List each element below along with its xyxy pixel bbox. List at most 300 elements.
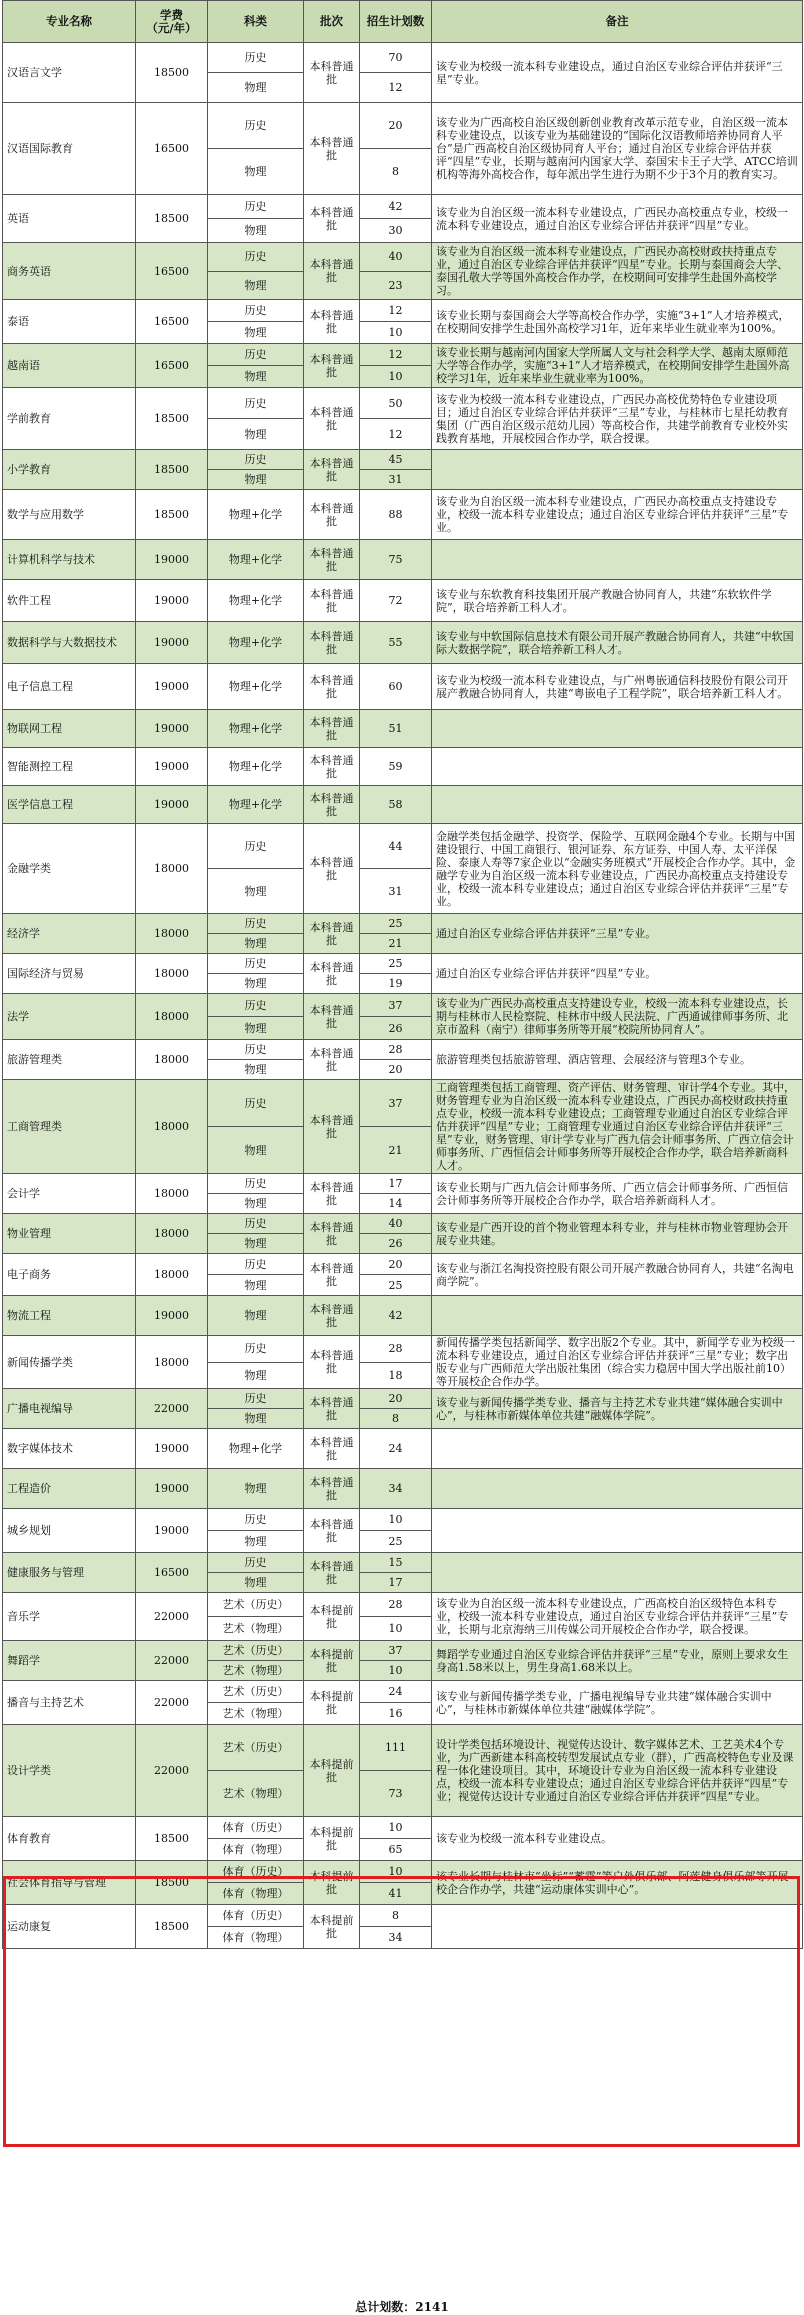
- major-name: 计算机科学与技术: [3, 540, 136, 580]
- major-name: 商务英语: [3, 243, 136, 300]
- note-cell: 通过自治区专业综合评估并获评“三星”专业。: [432, 914, 803, 954]
- subject-cell: 物理+化学: [208, 580, 304, 622]
- subject-cell: 历史: [208, 388, 304, 419]
- subject-cell: 体育（历史）: [208, 1905, 304, 1927]
- major-name: 越南语: [3, 344, 136, 388]
- tuition-cell: 18000: [136, 1254, 208, 1296]
- major-name: 金融学类: [3, 824, 136, 914]
- plan-count-cell: 60: [360, 664, 432, 710]
- major-name: 工程造价: [3, 1469, 136, 1509]
- note-cell: 该专业为广西高校自治区级创新创业教育改革示范专业，自治区级一流本科专业建设点，以该专业为基础建设的“国际化汉语教师培养协同育人平台”是广西高校自治区级协同育人平台；通过自治区专业综合评估并获评“四星”专业，长期与越南河内国家大学、泰国宋卡王子大学、ATCC培训机构等海外高校合作，每年派出学生进行为期不少于3个月的教育实习。: [432, 103, 803, 195]
- major-name: 泰语: [3, 300, 136, 344]
- note-cell: 该专业为广西民办高校重点支持建设专业，校级一流本科专业建设点，长期与桂林市人民检察院、桂林市中级人民法院、广西通诚律师事务所、北京市盈科（南宁）律师事务所等开展“校院所协同育人”。: [432, 994, 803, 1040]
- tuition-cell: 16500: [136, 344, 208, 388]
- table-row: [3, 1214, 803, 1234]
- plan-count-cell: 28: [360, 1040, 432, 1060]
- plan-count-cell: 20: [360, 1060, 432, 1080]
- plan-count-cell: 25: [360, 1275, 432, 1296]
- table-row: [3, 1336, 803, 1363]
- subject-cell: 物理: [208, 1469, 304, 1509]
- tuition-cell: 19000: [136, 786, 208, 824]
- table-row: [3, 1553, 803, 1573]
- batch-cell: 本科提前批: [304, 1817, 360, 1861]
- batch-cell: 本科提前批: [304, 1905, 360, 1949]
- note-cell: [432, 540, 803, 580]
- header-tuition-line1: 学费: [160, 7, 183, 22]
- header-tuition-line2: （元/年）: [146, 20, 197, 35]
- subject-cell: 艺术（历史）: [208, 1725, 304, 1771]
- tuition-cell: 18000: [136, 1040, 208, 1080]
- subject-cell: 历史: [208, 954, 304, 974]
- batch-cell: 本科普通批: [304, 824, 360, 914]
- plan-count-cell: 21: [360, 1127, 432, 1174]
- major-name: 电子商务: [3, 1254, 136, 1296]
- plan-count-cell: 41: [360, 1883, 432, 1905]
- batch-cell: 本科普通批: [304, 1429, 360, 1469]
- header-note: 备注: [432, 1, 803, 43]
- plan-count-cell: 10: [360, 366, 432, 388]
- note-cell: [432, 1553, 803, 1593]
- batch-cell: 本科普通批: [304, 748, 360, 786]
- batch-cell: 本科提前批: [304, 1725, 360, 1817]
- batch-cell: 本科提前批: [304, 1681, 360, 1725]
- batch-cell: 本科普通批: [304, 1336, 360, 1389]
- plan-count-cell: 12: [360, 300, 432, 322]
- table-row: [3, 1429, 803, 1469]
- note-cell: 该专业与新闻传播学类专业、播音与主持艺术专业共建“媒体融合实训中心”，与桂林市新媒体单位共建“融媒体学院”。: [432, 1389, 803, 1429]
- table-row: [3, 243, 803, 272]
- major-name: 音乐学: [3, 1593, 136, 1641]
- subject-cell: 物理: [208, 322, 304, 344]
- plan-count-cell: 45: [360, 450, 432, 470]
- tuition-cell: 16500: [136, 1553, 208, 1593]
- subject-cell: 历史: [208, 914, 304, 934]
- subject-cell: 物理: [208, 1362, 304, 1389]
- batch-cell: 本科提前批: [304, 1641, 360, 1681]
- major-name: 国际经济与贸易: [3, 954, 136, 994]
- subject-cell: 历史: [208, 243, 304, 272]
- table-row: [3, 710, 803, 748]
- subject-cell: 历史: [208, 300, 304, 322]
- plan-count-cell: 25: [360, 914, 432, 934]
- note-cell: [432, 710, 803, 748]
- table-row: [3, 1296, 803, 1336]
- header-major-name: 专业名称: [3, 1, 136, 43]
- table-row: [3, 540, 803, 580]
- table-row: [3, 490, 803, 540]
- note-cell: 该专业与中软国际信息技术有限公司开展产教融合协同育人，共建“中软国际大数据学院”，联合培养新工科人才。: [432, 622, 803, 664]
- table-row: [3, 1861, 803, 1883]
- table-row: [3, 1469, 803, 1509]
- subject-cell: 历史: [208, 1214, 304, 1234]
- plan-count-cell: 30: [360, 219, 432, 243]
- major-name: 英语: [3, 195, 136, 243]
- subject-cell: 历史: [208, 1174, 304, 1194]
- plan-count-cell: 10: [360, 1509, 432, 1531]
- plan-count-cell: 19: [360, 974, 432, 994]
- table-row: [3, 1593, 803, 1617]
- plan-count-cell: 12: [360, 73, 432, 103]
- note-cell: 该专业为自治区级一流本科专业建设点，广西高校自治区级特色本科专业，校级一流本科专业建设点，通过自治区专业综合评估并获评“三星”专业，长期与北京海纳三川传媒公司开展校企合作办学，联合授课。: [432, 1593, 803, 1641]
- plan-count-cell: 10: [360, 322, 432, 344]
- major-name: 电子信息工程: [3, 664, 136, 710]
- tuition-cell: 22000: [136, 1681, 208, 1725]
- batch-cell: 本科普通批: [304, 450, 360, 490]
- tuition-cell: 19000: [136, 710, 208, 748]
- table-row: [3, 1725, 803, 1771]
- major-name: 智能测控工程: [3, 748, 136, 786]
- table-row: [3, 580, 803, 622]
- subject-cell: 体育（历史）: [208, 1817, 304, 1839]
- table-row: [3, 824, 803, 869]
- plan-count-cell: 88: [360, 490, 432, 540]
- tuition-cell: 18500: [136, 450, 208, 490]
- note-cell: [432, 450, 803, 490]
- table-row: [3, 1641, 803, 1661]
- major-name: 学前教育: [3, 388, 136, 450]
- subject-cell: 历史: [208, 994, 304, 1017]
- major-name: 运动康复: [3, 1905, 136, 1949]
- plan-count-cell: 18: [360, 1362, 432, 1389]
- plan-count-cell: 23: [360, 271, 432, 300]
- table-row: [3, 748, 803, 786]
- tuition-cell: 18000: [136, 1214, 208, 1254]
- note-cell: [432, 1296, 803, 1336]
- batch-cell: 本科普通批: [304, 914, 360, 954]
- subject-cell: 物理+化学: [208, 710, 304, 748]
- tuition-cell: 18000: [136, 824, 208, 914]
- major-name: 旅游管理类: [3, 1040, 136, 1080]
- tuition-cell: 18000: [136, 1174, 208, 1214]
- table-row: [3, 103, 803, 149]
- plan-count-cell: 37: [360, 1641, 432, 1661]
- subject-cell: 体育（历史）: [208, 1861, 304, 1883]
- plan-count-cell: 26: [360, 1017, 432, 1040]
- plan-count-cell: 24: [360, 1681, 432, 1703]
- subject-cell: 艺术（历史）: [208, 1641, 304, 1661]
- tuition-cell: 19000: [136, 1469, 208, 1509]
- subject-cell: 体育（物理）: [208, 1927, 304, 1949]
- tuition-cell: 19000: [136, 1509, 208, 1553]
- subject-cell: 物理: [208, 1194, 304, 1214]
- table-row: [3, 43, 803, 73]
- header-plan: 招生计划数: [360, 1, 432, 43]
- subject-cell: 历史: [208, 1389, 304, 1409]
- note-cell: 工商管理类包括工商管理、资产评估、财务管理、审计学4个专业。其中，财务管理专业为自治区级一流本科专业建设点，广西民办高校财政扶持重点专业，校级一流本科专业建设点；工商管理专业通过自治区专业综合评估并获评“四星”专业；工商管理专业通过自治区专业综合评估并获评“三星”专业，财务管理、审计学专业与广西九信会计师事务所、广西立信会计师事务所、广西恒信会计师事务所等开展校企合作办学，联合培养新商科人才。: [432, 1080, 803, 1174]
- subject-cell: 物理+化学: [208, 1429, 304, 1469]
- note-cell: [432, 1429, 803, 1469]
- major-name: 数据科学与大数据技术: [3, 622, 136, 664]
- subject-cell: 物理+化学: [208, 748, 304, 786]
- note-cell: 该专业长期与广西九信会计师事务所、广西立信会计师事务所、广西恒信会计师事务所等开展校企合作办学，联合培养新商科人才。: [432, 1174, 803, 1214]
- subject-cell: 物理+化学: [208, 540, 304, 580]
- plan-count-cell: 42: [360, 1296, 432, 1336]
- subject-cell: 物理: [208, 1017, 304, 1040]
- subject-cell: 艺术（物理）: [208, 1617, 304, 1641]
- batch-cell: 本科普通批: [304, 580, 360, 622]
- batch-cell: 本科普通批: [304, 1469, 360, 1509]
- tuition-cell: 16500: [136, 243, 208, 300]
- plan-count-cell: 12: [360, 419, 432, 450]
- batch-cell: 本科提前批: [304, 1861, 360, 1905]
- subject-cell: 历史: [208, 1254, 304, 1275]
- table-row: [3, 664, 803, 710]
- header-tuition: [136, 1, 208, 43]
- tuition-cell: 18000: [136, 954, 208, 994]
- table-row: [3, 1174, 803, 1194]
- batch-cell: 本科普通批: [304, 1296, 360, 1336]
- tuition-cell: 16500: [136, 103, 208, 195]
- note-cell: 该专业为自治区级一流本科专业建设点，广西民办高校重点专业，校级一流本科专业建设点，通过自治区专业综合评估并获评“四星”专业。: [432, 195, 803, 243]
- plan-count-cell: 10: [360, 1661, 432, 1681]
- tuition-cell: 19000: [136, 622, 208, 664]
- tuition-cell: 19000: [136, 580, 208, 622]
- table-row: [3, 300, 803, 322]
- batch-cell: 本科普通批: [304, 1040, 360, 1080]
- subject-cell: 体育（物理）: [208, 1839, 304, 1861]
- batch-cell: 本科普通批: [304, 1553, 360, 1593]
- note-cell: 该专业与东软教育科技集团开展产教融合协同育人，共建“东软软件学院”，联合培养新工科人才。: [432, 580, 803, 622]
- note-cell: 该专业为自治区级一流本科专业建设点，广西民办高校财政扶持重点专业，通过自治区专业综合评估并获评“四星”专业。长期与泰国商会大学、泰国孔敬大学等国外高校合作办学，在校期间可安排学生赴国外高校学习。: [432, 243, 803, 300]
- tuition-cell: 22000: [136, 1389, 208, 1429]
- subject-cell: 物理: [208, 219, 304, 243]
- plan-count-cell: 65: [360, 1839, 432, 1861]
- plan-count-cell: 31: [360, 470, 432, 490]
- subject-cell: 艺术（物理）: [208, 1703, 304, 1725]
- plan-count-cell: 40: [360, 1214, 432, 1234]
- table-row: [3, 450, 803, 470]
- table-row: [3, 786, 803, 824]
- subject-cell: 历史: [208, 103, 304, 149]
- table-row: [3, 1040, 803, 1060]
- subject-cell: 物理: [208, 1296, 304, 1336]
- note-cell: 旅游管理类包括旅游管理、酒店管理、会展经济与管理3个专业。: [432, 1040, 803, 1080]
- major-name: 物联网工程: [3, 710, 136, 748]
- plan-count-cell: 73: [360, 1771, 432, 1817]
- plan-count-cell: 8: [360, 1409, 432, 1429]
- subject-cell: 物理+化学: [208, 622, 304, 664]
- plan-count-cell: 14: [360, 1194, 432, 1214]
- subject-cell: 物理: [208, 149, 304, 195]
- batch-cell: 本科普通批: [304, 540, 360, 580]
- plan-count-cell: 17: [360, 1573, 432, 1593]
- plan-count-cell: 70: [360, 43, 432, 73]
- major-name: 医学信息工程: [3, 786, 136, 824]
- subject-cell: 物理: [208, 419, 304, 450]
- major-name: 汉语言文学: [3, 43, 136, 103]
- batch-cell: 本科普通批: [304, 1174, 360, 1214]
- plan-count-cell: 58: [360, 786, 432, 824]
- batch-cell: 本科普通批: [304, 1254, 360, 1296]
- subject-cell: 历史: [208, 1509, 304, 1531]
- plan-count-cell: 20: [360, 103, 432, 149]
- table-row: [3, 1905, 803, 1927]
- table-row: [3, 914, 803, 934]
- tuition-cell: 19000: [136, 1296, 208, 1336]
- plan-count-cell: 59: [360, 748, 432, 786]
- major-name: 体育教育: [3, 1817, 136, 1861]
- tuition-cell: 22000: [136, 1641, 208, 1681]
- plan-count-cell: 25: [360, 954, 432, 974]
- note-cell: 该专业为校级一流本科专业建设点。: [432, 1817, 803, 1861]
- tuition-cell: 18500: [136, 1861, 208, 1905]
- batch-cell: 本科普通批: [304, 43, 360, 103]
- tuition-cell: 22000: [136, 1593, 208, 1641]
- note-cell: [432, 1469, 803, 1509]
- major-name: 软件工程: [3, 580, 136, 622]
- note-cell: 该专业长期与泰国商会大学等高校合作办学，实施“3+1”人才培养模式，在校期间安排学生赴国外高校学习1年，近年来毕业生就业率为100%。: [432, 300, 803, 344]
- plan-count-cell: 17: [360, 1174, 432, 1194]
- batch-cell: 本科普通批: [304, 664, 360, 710]
- plan-count-cell: 42: [360, 195, 432, 219]
- major-name: 城乡规划: [3, 1509, 136, 1553]
- subject-cell: 体育（物理）: [208, 1883, 304, 1905]
- subject-cell: 历史: [208, 1040, 304, 1060]
- major-name: 工商管理类: [3, 1080, 136, 1174]
- subject-cell: 历史: [208, 1336, 304, 1363]
- major-name: 会计学: [3, 1174, 136, 1214]
- batch-cell: 本科普通批: [304, 1080, 360, 1174]
- tuition-cell: 16500: [136, 300, 208, 344]
- plan-count-cell: 10: [360, 1861, 432, 1883]
- table-row: [3, 195, 803, 219]
- major-name: 设计学类: [3, 1725, 136, 1817]
- subject-cell: 历史: [208, 1553, 304, 1573]
- plan-count-cell: 8: [360, 1905, 432, 1927]
- subject-cell: 历史: [208, 824, 304, 869]
- subject-cell: 物理+化学: [208, 490, 304, 540]
- plan-count-cell: 24: [360, 1429, 432, 1469]
- plan-count-cell: 21: [360, 934, 432, 954]
- plan-count-cell: 50: [360, 388, 432, 419]
- table-row: [3, 1681, 803, 1703]
- subject-cell: 物理: [208, 1127, 304, 1174]
- plan-count-cell: 12: [360, 344, 432, 366]
- subject-cell: 物理+化学: [208, 664, 304, 710]
- plan-count-cell: 75: [360, 540, 432, 580]
- tuition-cell: 18000: [136, 1336, 208, 1389]
- subject-cell: 艺术（物理）: [208, 1661, 304, 1681]
- subject-cell: 物理: [208, 1531, 304, 1553]
- table-row: [3, 1254, 803, 1275]
- batch-cell: 本科普通批: [304, 954, 360, 994]
- subject-cell: 物理: [208, 470, 304, 490]
- table-row: [3, 994, 803, 1017]
- table-header-row: [3, 1, 803, 43]
- table-row: [3, 954, 803, 974]
- batch-cell: 本科普通批: [304, 786, 360, 824]
- total-plan-count: 总计划数：2141: [355, 2300, 449, 2314]
- batch-cell: 本科普通批: [304, 103, 360, 195]
- plan-count-cell: 26: [360, 1234, 432, 1254]
- batch-cell: 本科提前批: [304, 1593, 360, 1641]
- subject-cell: 物理: [208, 73, 304, 103]
- note-cell: 该专业长期与桂林市“坐标”“蓄霆”等户外俱乐部、阿莲健身俱乐部等开展校企合作办学，共建“运动康体实训中心”。: [432, 1861, 803, 1905]
- note-cell: 通过自治区专业综合评估并获评“四星”专业。: [432, 954, 803, 994]
- note-cell: 金融学类包括金融学、投资学、保险学、互联网金融4个专业。长期与中国建设银行、中国工商银行、银河证券、东方证券、中国人寿、太平洋保险、泰康人寿等7家企业以“金融实务班模式”开展校企合作办学。其中，金融学专业为自治区级一流本科专业建设点，广西民办高校重点支持建设专业，校级一流本科专业建设点；通过自治区专业综合评估并获评“三星”专业。: [432, 824, 803, 914]
- subject-cell: 物理: [208, 934, 304, 954]
- table-row: [3, 388, 803, 419]
- plan-count-cell: 34: [360, 1469, 432, 1509]
- table-row: [3, 1817, 803, 1839]
- batch-cell: 本科普通批: [304, 490, 360, 540]
- plan-count-cell: 37: [360, 994, 432, 1017]
- batch-cell: 本科普通批: [304, 344, 360, 388]
- subject-cell: 艺术（物理）: [208, 1771, 304, 1817]
- plan-count-cell: 34: [360, 1927, 432, 1949]
- major-name: 新闻传播学类: [3, 1336, 136, 1389]
- plan-count-cell: 15: [360, 1553, 432, 1573]
- batch-cell: 本科普通批: [304, 710, 360, 748]
- plan-count-cell: 72: [360, 580, 432, 622]
- tuition-cell: 18500: [136, 388, 208, 450]
- plan-count-cell: 55: [360, 622, 432, 664]
- note-cell: 该专业为自治区级一流本科专业建设点，广西民办高校重点支持建设专业，校级一流本科专业建设点；通过自治区专业综合评估并获评“三星”专业。: [432, 490, 803, 540]
- subject-cell: 历史: [208, 43, 304, 73]
- note-cell: 该专业为校级一流本科专业建设点，广西民办高校优势特色专业建设项目；通过自治区专业综合评估并获评“三星”专业，与桂林市七星托幼教育集团（广西自治区级示范幼儿园）等高校合作，共建学前教育专业校外实践教育基地，开展校园合作办学，联合授课。: [432, 388, 803, 450]
- tuition-cell: 22000: [136, 1725, 208, 1817]
- plan-count-cell: 51: [360, 710, 432, 748]
- subject-cell: 历史: [208, 450, 304, 470]
- plan-count-cell: 25: [360, 1531, 432, 1553]
- plan-count-cell: 40: [360, 243, 432, 272]
- plan-count-cell: 28: [360, 1593, 432, 1617]
- batch-cell: 本科普通批: [304, 1509, 360, 1553]
- plan-count-cell: 10: [360, 1817, 432, 1839]
- subject-cell: 艺术（历史）: [208, 1681, 304, 1703]
- major-name: 小学教育: [3, 450, 136, 490]
- subject-cell: 物理: [208, 271, 304, 300]
- subject-cell: 物理: [208, 1409, 304, 1429]
- batch-cell: 本科普通批: [304, 1214, 360, 1254]
- note-cell: 舞蹈学专业通过自治区专业综合评估并获评“三星”专业，原则上要求女生身高1.58米以上，男生身高1.68米以上。: [432, 1641, 803, 1681]
- table-row: [3, 622, 803, 664]
- table-row: [3, 344, 803, 366]
- major-name: 播音与主持艺术: [3, 1681, 136, 1725]
- plan-count-cell: 111: [360, 1725, 432, 1771]
- major-name: 汉语国际教育: [3, 103, 136, 195]
- tuition-cell: 19000: [136, 540, 208, 580]
- major-name: 法学: [3, 994, 136, 1040]
- subject-cell: 物理: [208, 1573, 304, 1593]
- tuition-cell: 18500: [136, 490, 208, 540]
- subject-cell: 物理: [208, 1234, 304, 1254]
- batch-cell: 本科普通批: [304, 300, 360, 344]
- subject-cell: 历史: [208, 344, 304, 366]
- batch-cell: 本科普通批: [304, 1389, 360, 1429]
- note-cell: 该专业是广西开设的首个物业管理本科专业，并与桂林市物业管理协会开展专业共建。: [432, 1214, 803, 1254]
- note-cell: 新闻传播学类包括新闻学、数字出版2个专业。其中，新闻学专业为校级一流本科专业建设点，通过自治区专业综合评估并获评“三星”专业；数字出版专业与广西师范大学出版社集团（综合实力稳居中国大学出版社前10）等开展校企合作办学。: [432, 1336, 803, 1389]
- subject-cell: 历史: [208, 195, 304, 219]
- subject-cell: 物理: [208, 974, 304, 994]
- major-name: 健康服务与管理: [3, 1553, 136, 1593]
- subject-cell: 物理: [208, 366, 304, 388]
- tuition-cell: 18500: [136, 1905, 208, 1949]
- tuition-cell: 19000: [136, 748, 208, 786]
- admissions-plan-table: [2, 0, 803, 1949]
- table-row: [3, 1389, 803, 1409]
- note-cell: [432, 1905, 803, 1949]
- note-cell: 该专业与新闻传播学类专业，广播电视编导专业共建“媒体融合实训中心”，与桂林市新媒体单位共建“融媒体学院”。: [432, 1681, 803, 1725]
- major-name: 广播电视编导: [3, 1389, 136, 1429]
- subject-cell: 物理+化学: [208, 786, 304, 824]
- note-cell: 该专业为校级一流本科专业建设点，与广州粤嵌通信科技股份有限公司开展产教融合协同育人，共建“粤嵌电子工程学院”，联合培养新工科人才。: [432, 664, 803, 710]
- subject-cell: 艺术（历史）: [208, 1593, 304, 1617]
- plan-count-cell: 44: [360, 824, 432, 869]
- plan-count-cell: 8: [360, 149, 432, 195]
- table-row: [3, 1509, 803, 1531]
- subject-cell: 物理: [208, 1060, 304, 1080]
